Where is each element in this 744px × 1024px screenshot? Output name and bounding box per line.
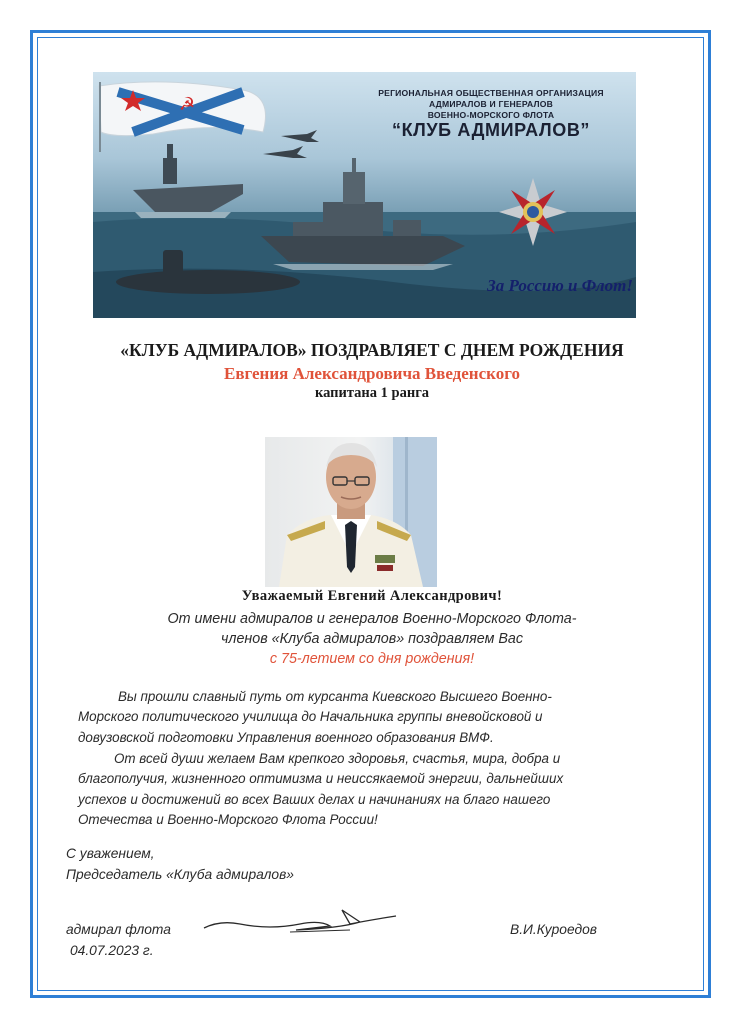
- closing-regards: С уважением,: [66, 846, 155, 861]
- jet-aircraft-icon: [263, 130, 319, 158]
- signatory-title: адмирал флота: [66, 922, 171, 937]
- headline: «КЛУБ АДМИРАЛОВ» ПОЗДРАВЛЯЕТ С ДНЕМ РОЖДЕНИЯ: [120, 340, 624, 360]
- motto: За Россию и Флот!: [487, 276, 633, 295]
- message-line-2: членов «Клуба адмиралов» поздравляем Вас: [221, 631, 523, 647]
- paragraph-career: [78, 687, 658, 748]
- paragraph-line: Отечества и Военно-Морского Флота России!: [78, 812, 378, 828]
- paragraph-line: благополучия, жизненного оптимизма и неиссякаемой энергии, дальнейших: [78, 771, 564, 787]
- honoree-name: Евгения Александровича Введенского: [223, 364, 520, 383]
- paragraph-wishes: [78, 749, 658, 831]
- paragraph-line: От всей души желаем Вам крепкого здоровья, счастья, мира, добра и: [114, 751, 561, 766]
- header-banner: [93, 72, 636, 318]
- svg-text:☭: ☭: [179, 94, 196, 114]
- organization-name: РЕГИОНАЛЬНАЯ ОБЩЕСТВЕННАЯ ОРГАНИЗАЦИЯ АДМИРАЛОВ И ГЕНЕРАЛОВ ВОЕННО-МОРСКОГО ФЛОТА: [378, 88, 604, 120]
- aircraft-carrier-icon: [133, 144, 243, 218]
- paragraph-line: Вы прошли славный путь от курсанта Киевского Высшего Военно-: [118, 689, 552, 704]
- signatory-name: В.И.Куроедов: [510, 922, 597, 937]
- club-name: “КЛУБ АДМИРАЛОВ”: [391, 120, 591, 140]
- message-line-3: с 75-летием со дня рождения!: [269, 651, 475, 667]
- greeting: Уважаемый Евгений Александрович!: [241, 588, 503, 604]
- naval-flag-icon: [99, 82, 266, 152]
- paragraph-line: довузовской подготовки Управления военного образования ВМФ.: [78, 729, 494, 745]
- portrait-illustration: [265, 437, 437, 587]
- portrait-photo: [265, 437, 437, 587]
- message-line-1: От имени адмиралов и генералов Военно-Морского Флота-: [167, 611, 577, 627]
- paragraph-line: успехов и достижений во всех Ваших делах и начинаниях на благо нашего: [78, 791, 551, 807]
- honoree-rank: капитана 1 ранга: [314, 385, 430, 401]
- closing-position: Председатель «Клуба адмиралов»: [66, 867, 294, 882]
- paragraph-line: Морского политического училища до Начальника группы вневойсковой и: [78, 709, 543, 725]
- letter-date: 04.07.2023 г.: [70, 943, 154, 958]
- handwritten-signature: [200, 906, 400, 938]
